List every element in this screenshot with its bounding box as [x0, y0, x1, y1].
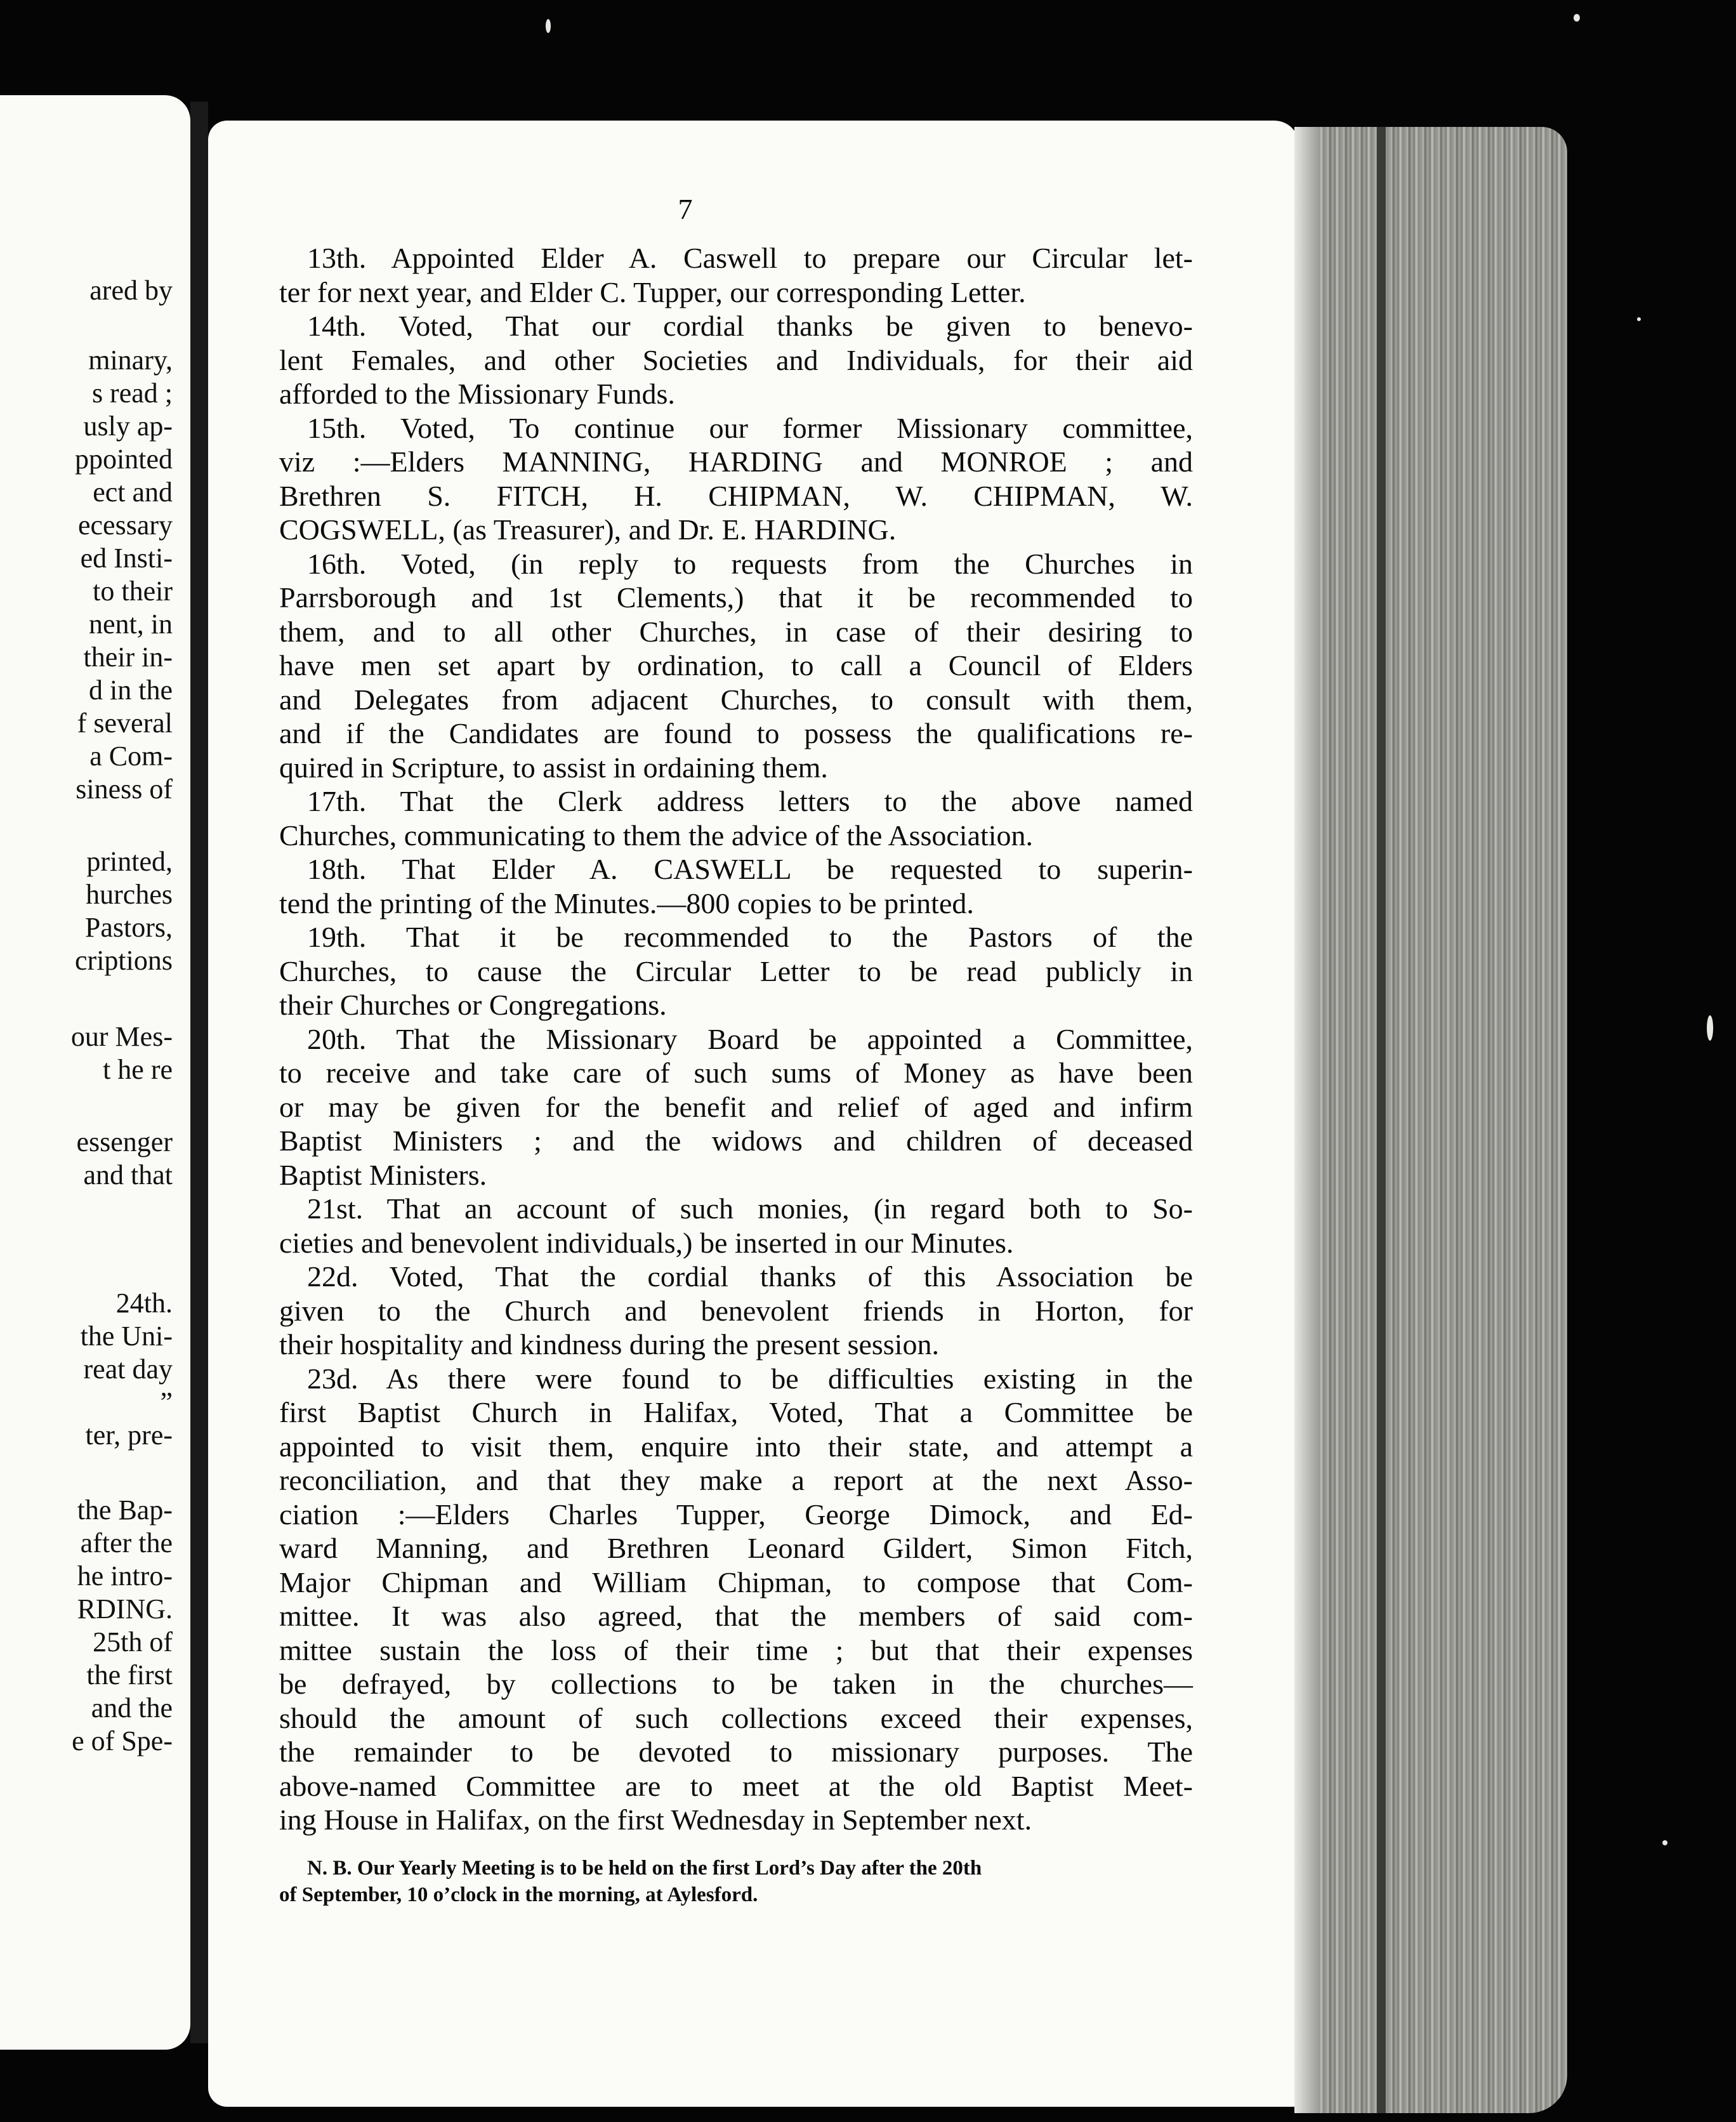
text-line: be defrayed, by collections to be taken in the churches— [279, 1668, 1193, 1700]
text-line: 23d. As there were found to be difficulties existing in the [307, 1362, 1193, 1395]
text-line: Churches, communicating to them the advice of the Association. [279, 819, 1034, 852]
text-line: their Churches or Congregations. [279, 989, 667, 1021]
left-page-text-fragment: d in the [89, 675, 173, 706]
footnote-line: N. B. Our Yearly Meeting is to be held on the first Lord’s Day after the 20th [307, 1856, 982, 1880]
text-line: their hospitality and kindness during the present session. [279, 1328, 939, 1361]
text-line: cieties and benevolent individuals,) be inserted in our Minutes. [279, 1226, 1014, 1259]
left-page-text-fragment: siness of [76, 774, 173, 805]
left-page-text-fragment: the first [86, 1659, 173, 1690]
text-line: viz :—Elders MANNING, HARDING and MONROE ; and [279, 445, 1193, 478]
left-page-text-fragment: ed Insti- [80, 543, 173, 574]
text-line: tend the printing of the Minutes.—800 copies to be printed. [279, 886, 974, 919]
left-page-text-fragment: s read ; [91, 378, 173, 409]
text-line: and Delegates from adjacent Churches, to consult with them, [279, 683, 1193, 716]
text-line: Baptist Ministers. [279, 1158, 487, 1191]
minutes-body [279, 241, 1193, 1837]
text-line: COGSWELL, (as Treasurer), and Dr. E. HARDING. [279, 513, 897, 546]
text-line: Churches, to cause the Circular Letter to be read publicly in [279, 954, 1193, 987]
left-page-text-fragment: after the [80, 1527, 173, 1559]
text-line: above-named Committee are to meet at the old Baptist Meet- [279, 1769, 1193, 1802]
text-line: should the amount of such collections exceed their expenses, [279, 1701, 1193, 1734]
text-line: to receive and take care of such sums of Money as have been [279, 1057, 1193, 1089]
left-page-text-fragment: ter, pre- [85, 1420, 173, 1451]
left-page-text-fragment: to their [93, 576, 173, 607]
text-line: quired in Scripture, to assist in ordaining them. [279, 751, 828, 784]
scan-speck [1637, 317, 1641, 321]
text-line: Parrsborough and 1st Clements,) that it be recommended to [279, 581, 1193, 614]
scan-speck [1707, 1015, 1713, 1041]
text-line: mittee. It was also agreed, that the members of said com- [279, 1600, 1193, 1632]
left-page-text-fragment: 24th. [115, 1288, 173, 1319]
text-line: 21st. That an account of such monies, (in regard both to So- [307, 1192, 1193, 1225]
left-page-text-fragment: minary, [88, 345, 173, 376]
text-line: given to the Church and benevolent friends in Horton, for [279, 1294, 1193, 1327]
left-page-text-fragment: criptions [75, 945, 173, 976]
text-line: mittee sustain the loss of their time ; but that their expenses [279, 1633, 1193, 1666]
left-page-text-fragment: e of Spe- [72, 1725, 173, 1756]
left-page-text-fragment: f several [77, 708, 173, 739]
left-page-text-fragment: and the [91, 1692, 173, 1723]
page-number: 7 [678, 193, 693, 225]
footnote-line: of September, 10 o’clock in the morning, at Aylesford. [279, 1883, 758, 1906]
text-line: 22d. Voted, That the cordial thanks of this Association be [307, 1260, 1193, 1293]
left-page-text-fragment: nent, in [89, 609, 173, 640]
left-page-text-fragment: ecessary [77, 510, 173, 541]
text-line: Brethren S. FITCH, H. CHIPMAN, W. CHIPMAN, W. [279, 479, 1193, 512]
text-line: ter for next year, and Elder C. Tupper, our corresponding Letter. [279, 275, 1026, 308]
text-line: 13th. Appointed Elder A. Caswell to prepare our Circular let- [307, 242, 1193, 274]
left-page-text-fragment: Pastors, [84, 912, 173, 943]
left-page-text-fragment: the Bap- [77, 1494, 173, 1526]
text-line: Major Chipman and William Chipman, to compose that Com- [279, 1565, 1193, 1598]
text-line: 16th. Voted, (in reply to requests from the Churches in [307, 547, 1193, 580]
text-line: ward Manning, and Brethren Leonard Gildert, Simon Fitch, [279, 1532, 1193, 1564]
page-edges [1294, 127, 1567, 2113]
left-page-text-fragment: and that [83, 1159, 173, 1190]
text-line: or may be given for the benefit and relief of aged and infirm [279, 1090, 1193, 1123]
text-line: 18th. That Elder A. CASWELL be requested to superin- [307, 853, 1193, 885]
scan-speck [546, 19, 551, 33]
left-page-text-fragment: our Mes- [70, 1021, 173, 1052]
left-page-text-fragment: ppointed [75, 444, 173, 475]
text-line: 20th. That the Missionary Board be appointed a Committee, [307, 1022, 1193, 1055]
text-line: appointed to visit them, enquire into their state, and attempt a [279, 1430, 1193, 1463]
text-line: ciation :—Elders Charles Tupper, George Dimock, and Ed- [279, 1498, 1193, 1531]
left-page-text-fragment: ared by [89, 275, 173, 306]
page-edge-shadow [1294, 127, 1320, 2113]
text-line: 14th. Voted, That our cordial thanks be given to benevo- [307, 310, 1193, 342]
text-line: 17th. That the Clerk address letters to the above named [307, 785, 1193, 817]
left-page-text-fragment: hurches [86, 879, 173, 910]
text-line: and if the Candidates are found to possess the qualifications re- [279, 717, 1193, 749]
text-line: 15th. Voted, To continue our former Missionary committee, [307, 411, 1193, 444]
scan-speck [1574, 14, 1580, 22]
left-page-text-fragment: RDING. [77, 1593, 173, 1624]
text-line: ing House in Halifax, on the first Wednesday in September next. [279, 1803, 1032, 1836]
left-page-text-fragment: usly ap- [83, 411, 173, 442]
left-page-fragment [0, 95, 190, 2050]
left-page-text-fragment: he intro- [77, 1560, 173, 1592]
left-page-text-fragment: ect and [93, 477, 173, 508]
left-page-text-fragment: a Com- [89, 741, 173, 772]
text-line: reconciliation, and that they make a report at the next Asso- [279, 1464, 1193, 1496]
text-line: afforded to the Missionary Funds. [279, 378, 675, 410]
left-page-text-fragment: essenger [76, 1126, 173, 1157]
left-page-text-fragment: their in- [83, 642, 173, 673]
text-line: first Baptist Church in Halifax, Voted, That a Committee be [279, 1396, 1193, 1428]
text-line: the remainder to be devoted to missionary purposes. The [279, 1736, 1193, 1768]
left-page-text-fragment: 25th of [93, 1626, 173, 1657]
book-gutter [190, 102, 208, 2043]
scan-speck [1662, 1840, 1667, 1845]
text-line: 19th. That it be recommended to the Pastors of the [307, 921, 1193, 953]
text-line: Baptist Ministers ; and the widows and children of deceased [279, 1124, 1193, 1157]
left-page-text-fragment: ” [160, 1387, 173, 1418]
text-line: them, and to all other Churches, in case of their desiring to [279, 615, 1193, 648]
left-page-text-fragment: reat day [83, 1354, 173, 1385]
left-page-text-fragment: t he re [103, 1054, 173, 1085]
text-column [279, 190, 1193, 1908]
text-line: have men set apart by ordination, to call a Council of Elders [279, 649, 1193, 682]
left-page-text-fragment: the Uni- [80, 1321, 173, 1352]
text-line: lent Females, and other Societies and Individuals, for their aid [279, 343, 1193, 376]
footnote [279, 1855, 1193, 1908]
left-page-text-fragment: printed, [86, 846, 173, 877]
